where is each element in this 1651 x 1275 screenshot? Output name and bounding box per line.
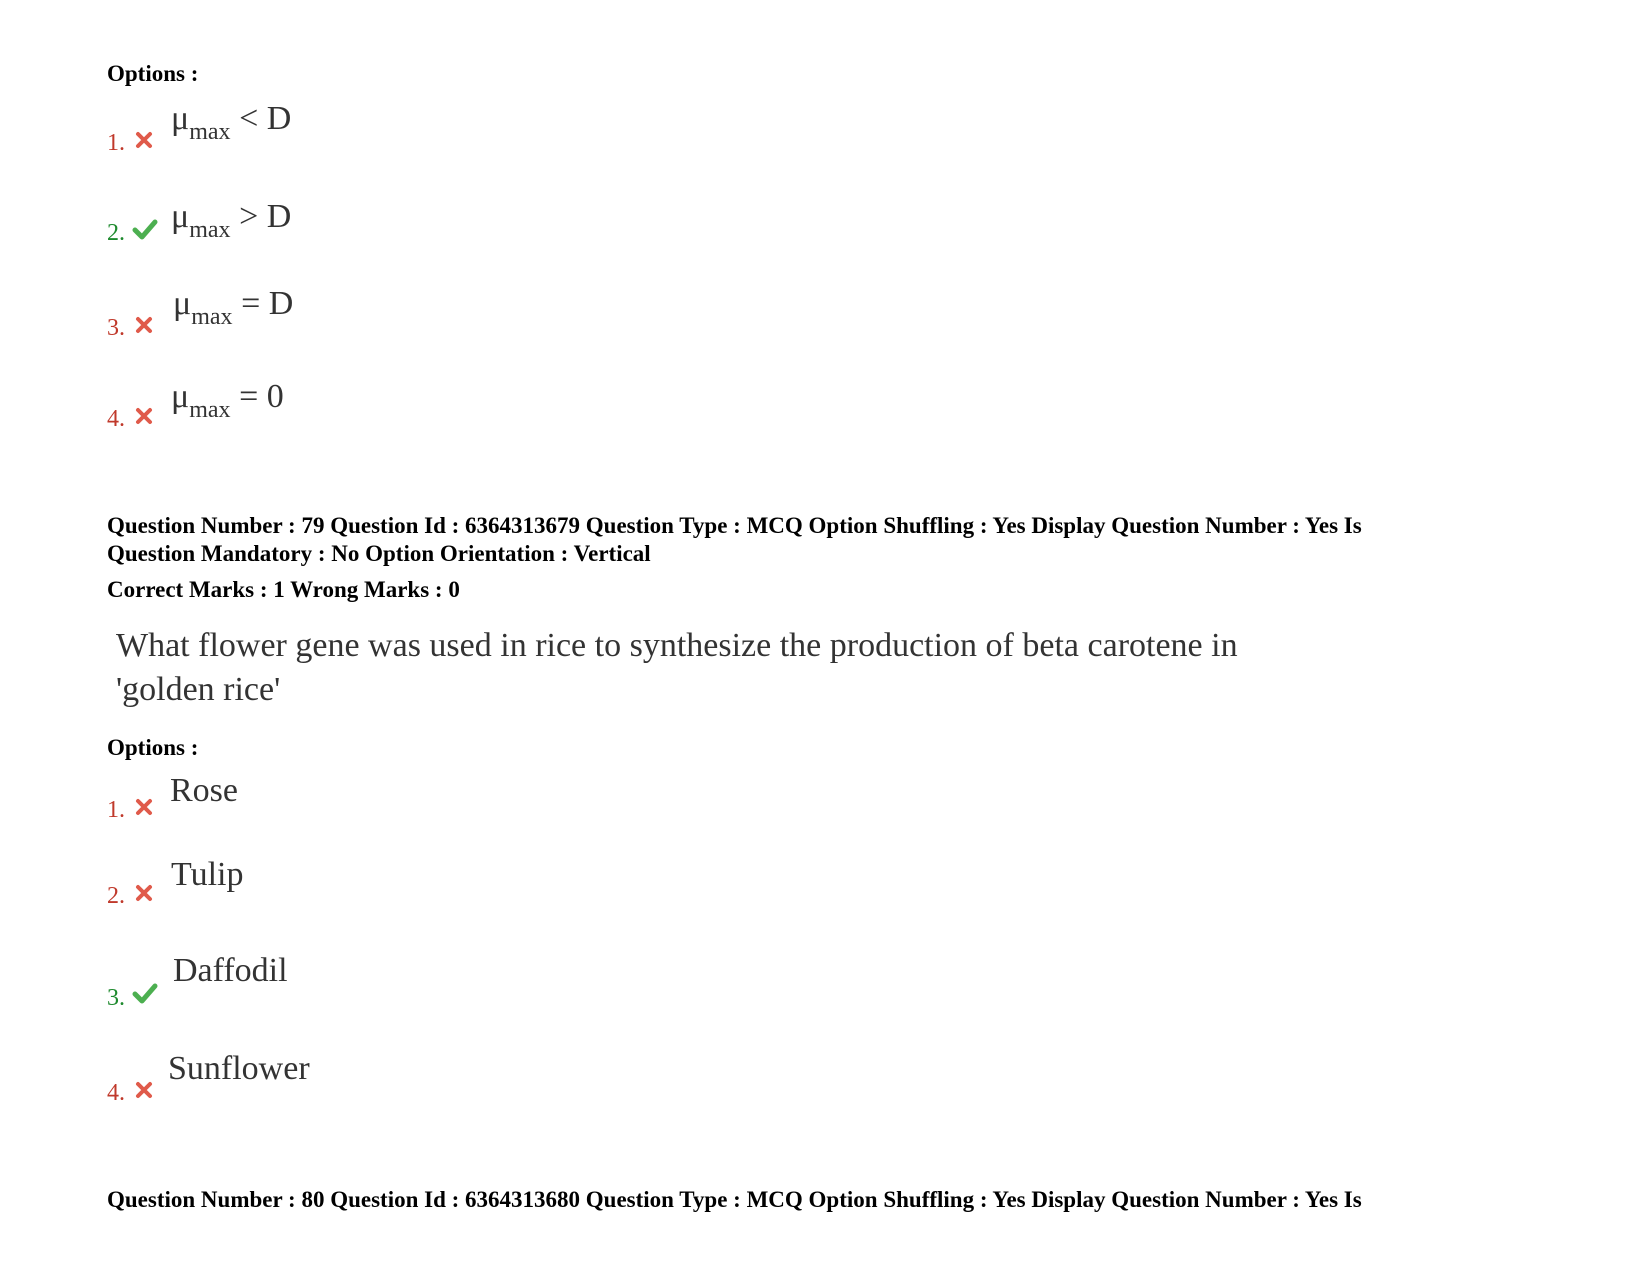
question-text-line: 'golden rice' — [116, 671, 281, 708]
question-text — [116, 624, 1266, 712]
option-formula: $\mu_{max} < D$ — [171, 100, 292, 145]
option-formula: $\mu_{max} = 0$ — [171, 378, 284, 423]
cross-icon — [135, 316, 153, 334]
option-formula: $\mu_{max} = D$ — [173, 285, 294, 330]
question-meta-line: Question Number : 79 Question Id : 6364313679 Question Type : MCQ Option Shuffling : Yes Display Question Number : Yes Is — [107, 513, 1362, 538]
option-number: 3. — [107, 985, 125, 1011]
option-number: 1. — [107, 797, 125, 823]
option-number: 1. — [107, 130, 125, 156]
cross-icon — [135, 1081, 153, 1099]
question-meta — [107, 512, 1527, 568]
question-text-line: What flower gene was used in rice to synthesize the production of beta carotene in — [116, 627, 1238, 664]
options-label: Options : — [107, 61, 199, 86]
option-number: 2. — [107, 883, 125, 909]
question-meta-line: Question Mandatory : No Option Orientation : Vertical — [107, 541, 651, 566]
check-icon — [132, 982, 158, 1004]
option-number: 4. — [107, 406, 125, 432]
option-formula: $\mu_{max} > D$ — [171, 198, 292, 243]
option-text: Sunflower — [168, 1050, 310, 1087]
cross-icon — [135, 884, 153, 902]
option-text: Daffodil — [173, 952, 288, 989]
check-icon — [132, 218, 158, 240]
marks-line: Correct Marks : 1 Wrong Marks : 0 — [107, 577, 460, 602]
option-text: Tulip — [171, 856, 244, 893]
option-number: 2. — [107, 220, 125, 246]
cross-icon — [135, 798, 153, 816]
option-number: 4. — [107, 1080, 125, 1106]
option-number: 3. — [107, 315, 125, 341]
question-meta — [107, 1186, 1527, 1214]
options-label: Options : — [107, 735, 199, 760]
cross-icon — [135, 131, 153, 149]
question-meta-line: Question Number : 80 Question Id : 6364313680 Question Type : MCQ Option Shuffling : Yes Display Question Number : Yes Is — [107, 1187, 1362, 1212]
cross-icon — [135, 407, 153, 425]
option-text: Rose — [170, 772, 238, 809]
